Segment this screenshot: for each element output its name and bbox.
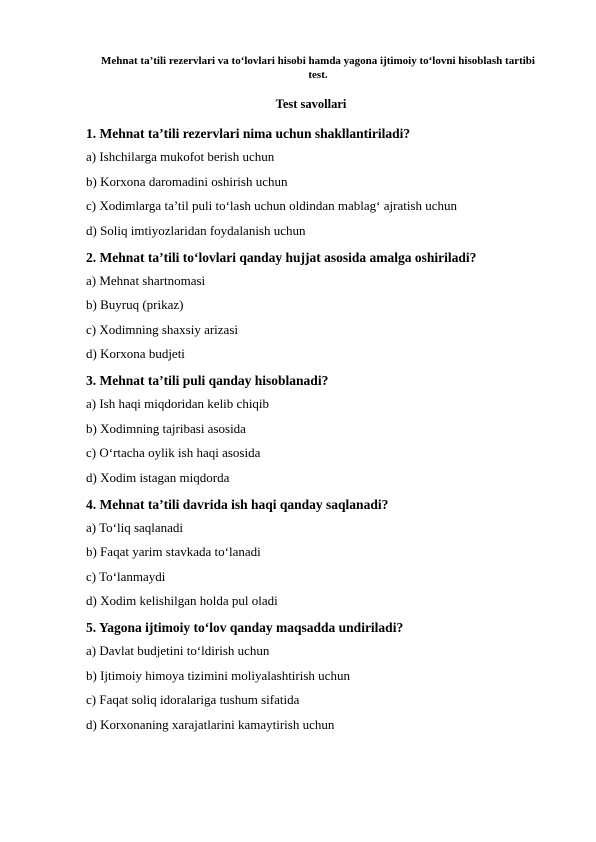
answer-option-d: d) Xodim istagan miqdorda	[86, 469, 230, 485]
answer-option-d: d) Korxona budjeti	[86, 346, 185, 361]
answer-option-c: c) Xodimning shaxsiy arizasi	[86, 321, 238, 337]
question-text: 2. Mehnat ta’tili to‘lovlari qanday hujjat asosida amalga oshiriladi?	[86, 249, 477, 265]
answer-option-b: b) Korxona daromadini oshirish uchun	[86, 173, 288, 189]
answer-option-d: d) Xodim kelishilgan holda pul oladi	[86, 593, 278, 608]
answer-option-d: d) Korxonaning xarajatlarini kamaytirish uchun	[86, 716, 335, 732]
answer-option-c: c) Xodimlarga ta’til puli to‘lash uchun oldindan mablag‘ ajratish uchun	[86, 198, 458, 213]
answer-option-c: c) To‘lanmaydi	[86, 568, 166, 584]
answer-option-c: c) Faqat soliq idoralariga tushum sifatida	[86, 692, 300, 707]
question-text: 4. Mehnat ta’tili davrida ish haqi qanday saqlanadi?	[86, 496, 389, 512]
document-title: Mehnat ta’tili rezervlari va to‘lovlari hisobi hamda yagona ijtimoiy to‘lovni hisoblash tartibi test.	[101, 55, 535, 81]
question-1	[86, 125, 536, 239]
answer-option-b: b) Ijtimoiy himoya tizimini moliyalashtirish uchun	[86, 667, 350, 683]
answer-option-a: a) Ishchilarga mukofot berish uchun	[86, 149, 275, 164]
question-4	[86, 496, 536, 610]
answer-option-a: a) Ish haqi miqdoridan kelib chiqib	[86, 396, 270, 411]
answer-option-a: a) To‘liq saqlanadi	[86, 519, 184, 535]
answer-option-c: c) O‘rtacha oylik ish haqi asosida	[86, 445, 261, 460]
question-2	[86, 249, 536, 363]
answer-option-b: b) Xodimning tajribasi asosida	[86, 420, 246, 436]
answer-option-b: b) Buyruq (prikaz)	[86, 297, 184, 312]
answer-option-d: d) Soliq imtiyozlaridan foydalanish uchun	[86, 222, 306, 238]
question-text: 1. Mehnat ta’tili rezervlari nima uchun shakllantiriladi?	[86, 126, 411, 141]
question-text: 5. Yagona ijtimoiy to‘lov qanday maqsadda undiriladi?	[86, 620, 404, 635]
answer-option-b: b) Faqat yarim stavkada to‘lanadi	[86, 544, 261, 559]
answer-option-a: a) Mehnat shartnomasi	[86, 272, 206, 288]
document-subtitle: Test savollari	[275, 97, 347, 111]
question-3	[86, 372, 536, 486]
question-text: 3. Mehnat ta’tili puli qanday hisoblanadi?	[86, 373, 329, 388]
question-5	[86, 619, 536, 733]
answer-option-a: a) Davlat budjetini to‘ldirish uchun	[86, 643, 270, 658]
